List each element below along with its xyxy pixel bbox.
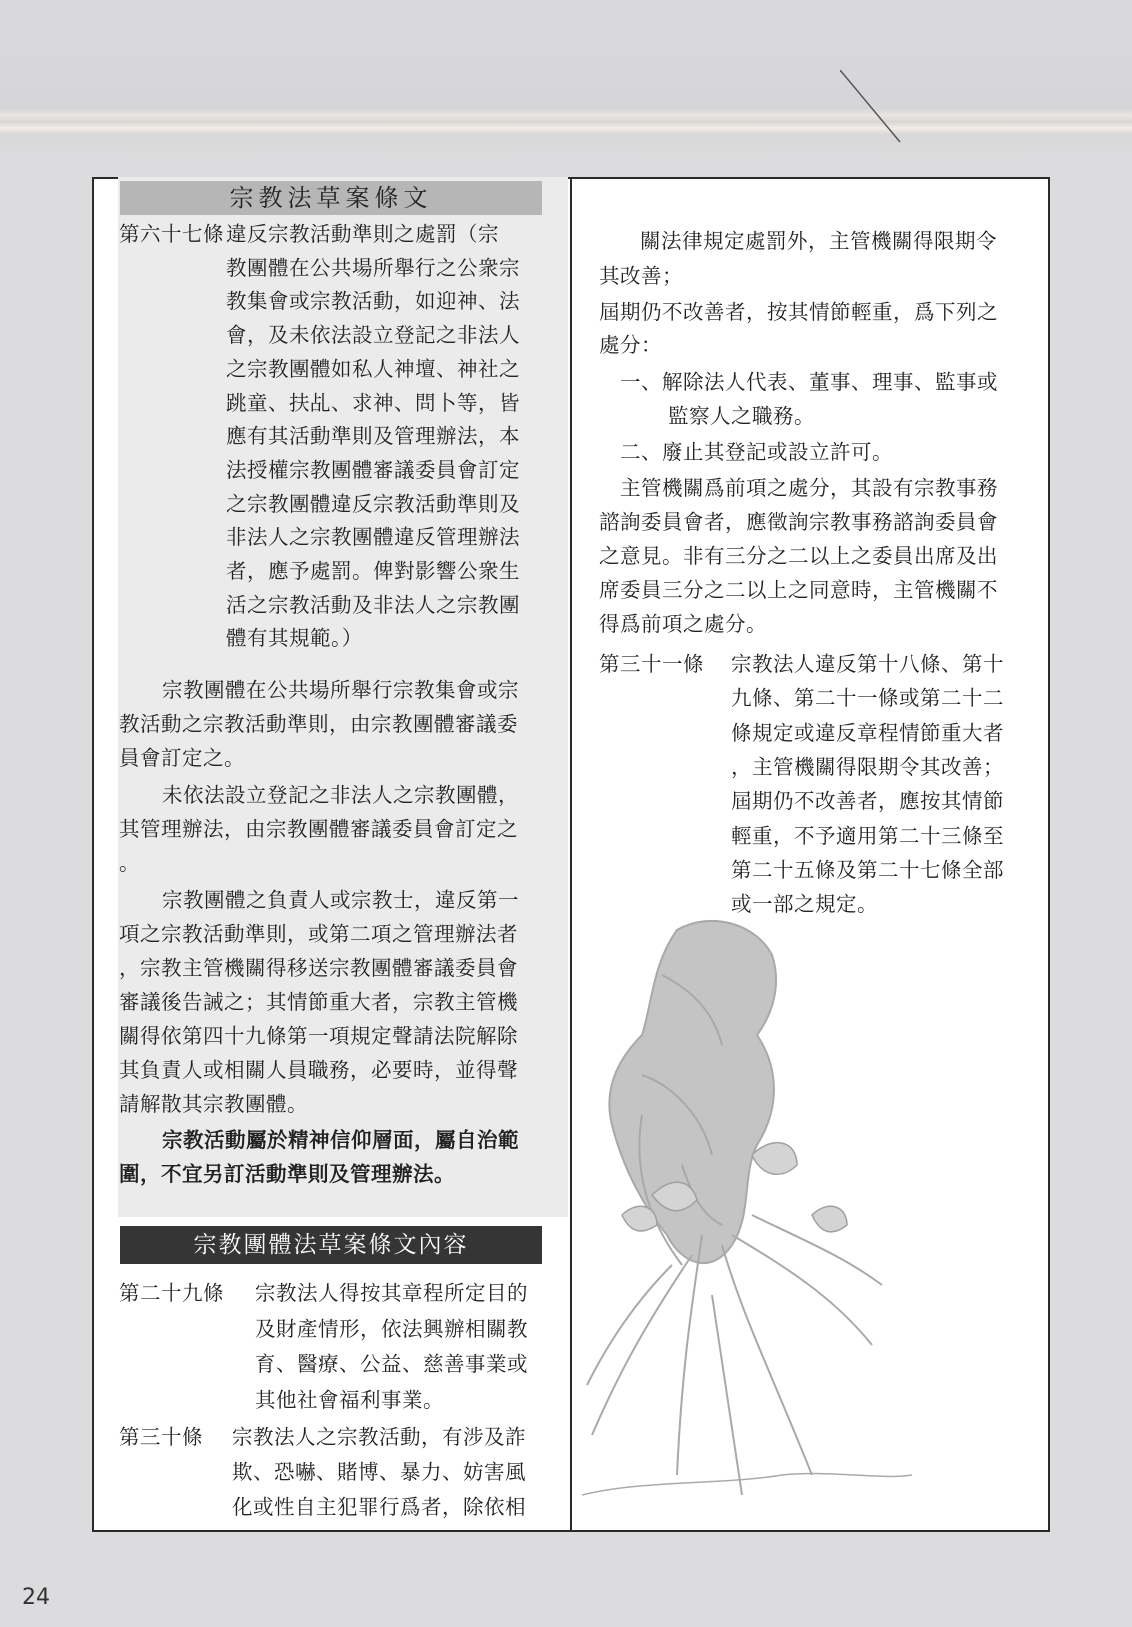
text-line: 第二十五條及第二十七條全部 bbox=[731, 857, 1004, 882]
text-line: 宗教團體之負責人或宗教士，違反第一 bbox=[162, 888, 519, 912]
text-line: 化或性自主犯罪行爲者，除依相 bbox=[232, 1495, 526, 1519]
text-line: 未依法設立登記之非法人之宗教團體， bbox=[162, 783, 519, 807]
text-line: 教團體在公共場所舉行之公衆宗 bbox=[226, 255, 520, 280]
text-line: 主管機關爲前項之處分，其設有宗教事務 bbox=[620, 476, 998, 500]
text-line: 條規定或違反章程情節重大者 bbox=[731, 720, 1004, 745]
text-line: 其負責人或相關人員職務，必要時，並得聲 bbox=[119, 1058, 518, 1082]
header-band bbox=[0, 0, 1132, 160]
text-line: 員會訂定之。 bbox=[119, 746, 245, 770]
text-line: 宗教法人之宗教活動，有涉及詐 bbox=[232, 1425, 526, 1449]
text-line: 其改善； bbox=[599, 264, 683, 288]
article-29-label: 第二十九條 bbox=[119, 1281, 224, 1305]
article-67-label: 第六十七條 bbox=[119, 222, 224, 246]
text-line: 其他社會福利事業。 bbox=[255, 1388, 444, 1413]
text-line: 欺、恐嚇、賭博、暴力、妨害風 bbox=[232, 1460, 526, 1484]
text-line: 者，應予處罰。俾對影響公衆生 bbox=[226, 559, 520, 583]
text-line: 輕重，不予適用第二十三條至 bbox=[731, 823, 1004, 848]
section1-heading: 宗教法草案條文 bbox=[120, 181, 542, 215]
text-line: 請解散其宗教團體。 bbox=[119, 1092, 308, 1116]
text-line: 之宗教團體如私人神壇、神社之 bbox=[226, 356, 520, 381]
text-line: 法授權宗教團體審議委員會訂定 bbox=[226, 457, 520, 482]
text-line: 宗教團體在公共場所舉行宗教集會或宗 bbox=[162, 678, 519, 702]
text-line: 或一部之規定。 bbox=[731, 892, 878, 917]
text-line: 宗教法人違反第十八條、第十 bbox=[731, 652, 1004, 676]
text-line: 育、醫療、公益、慈善事業或 bbox=[255, 1352, 528, 1377]
text-line: 教集會或宗教活動，如迎神、法 bbox=[226, 289, 520, 314]
text-line: 監察人之職務。 bbox=[668, 404, 815, 428]
text-line: ，宗教主管機關得移送宗教團體審議委員會 bbox=[119, 956, 518, 980]
text-line: 屆期仍不改善者，按其情節輕重，爲下列之 bbox=[599, 300, 998, 324]
text-line: 得爲前項之處分。 bbox=[599, 612, 767, 636]
text-line: 違反宗教活動準則之處罰（宗 bbox=[226, 222, 499, 246]
text-line: 席委員三分之二以上之同意時，主管機關不 bbox=[599, 578, 998, 602]
text-line: 體有其規範。） bbox=[226, 626, 363, 651]
text-line: 圍，不宜另訂活動準則及管理辦法。 bbox=[119, 1162, 455, 1186]
text-line: 。 bbox=[119, 851, 140, 875]
text-line: 活之宗教活動及非法人之宗教團 bbox=[226, 592, 520, 617]
text-line: 宗教法人得按其章程所定目的 bbox=[255, 1281, 528, 1305]
text-line: 諮詢委員會者，應徵詢宗教事務諮詢委員會 bbox=[599, 510, 998, 534]
text-line: 之意見。非有三分之二以上之委員出席及出 bbox=[599, 544, 998, 568]
text-line: 應有其活動準則及管理辦法，本 bbox=[226, 424, 520, 449]
text-line: 非法人之宗教團體違反管理辦法 bbox=[226, 525, 520, 550]
text-line: 關法律規定處罰外，主管機關得限期令 bbox=[640, 229, 997, 253]
text-line: 其管理辦法，由宗教團體審議委員會訂定之 bbox=[119, 817, 518, 841]
text-line: 跳童、扶乩、求神、問卜等，皆 bbox=[226, 390, 520, 415]
article-31-label: 第三十一條 bbox=[599, 652, 704, 676]
text-line: 教活動之宗教活動準則，由宗教團體審議委 bbox=[119, 712, 518, 736]
article-30-label: 第三十條 bbox=[119, 1425, 203, 1449]
column-divider bbox=[570, 179, 572, 1530]
text-line: ，主管機關得限期令其改善； bbox=[731, 754, 1004, 779]
text-line: 二、廢止其登記或設立許可。 bbox=[620, 440, 893, 464]
text-line: 及財產情形，依法興辦相關教 bbox=[255, 1316, 528, 1341]
text-line: 會，及未依法設立登記之非法人 bbox=[226, 323, 520, 348]
text-line: 關得依第四十九條第一項規定聲請法院解除 bbox=[119, 1024, 518, 1048]
decorative-line bbox=[840, 70, 910, 150]
text-line: 之宗教團體違反宗教活動準則及 bbox=[226, 491, 520, 516]
text-line: 項之宗教活動準則，或第二項之管理辦法者 bbox=[119, 922, 518, 946]
text-line: 屆期仍不改善者，應按其情節 bbox=[731, 789, 1004, 814]
text-line: 審議後告誡之；其情節重大者，宗教主管機 bbox=[119, 990, 518, 1014]
text-line: 九條、第二十一條或第二十二 bbox=[731, 686, 1004, 711]
text-line: 宗教活動屬於精神信仰層面，屬自治範 bbox=[162, 1128, 519, 1152]
text-line: 處分： bbox=[599, 333, 662, 357]
text-line: 一、解除法人代表、董事、理事、監事或 bbox=[620, 370, 998, 394]
page-number: 24 bbox=[22, 1585, 50, 1610]
plant-illustration bbox=[582, 915, 912, 1515]
section2-heading: 宗教團體法草案條文內容 bbox=[120, 1226, 542, 1264]
